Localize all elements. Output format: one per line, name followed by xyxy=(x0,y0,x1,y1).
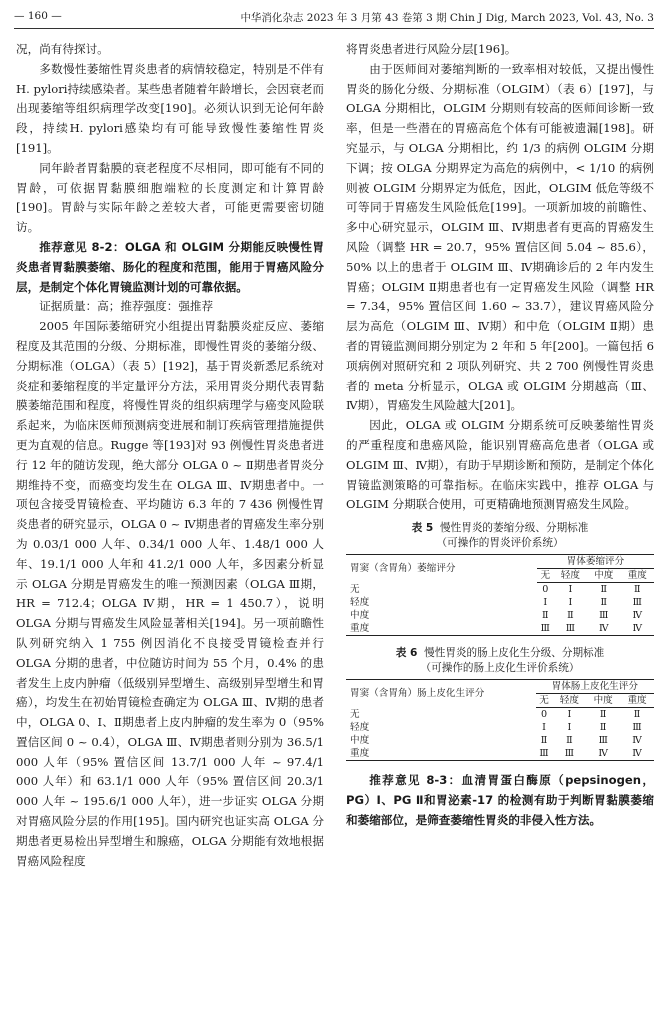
journal-citation: 中华消化杂志 2023 年 3 月第 43 卷第 3 期 Chin J Dig, March 2023, Vol. 43, No. 3 xyxy=(240,12,654,24)
row-label: 轻度 xyxy=(350,597,370,609)
table-5-col: 无 xyxy=(537,569,554,583)
table-6-col: 中度 xyxy=(586,694,620,708)
paragraph: 况，尚有待探讨。 xyxy=(16,42,109,56)
row-label: 中度 xyxy=(350,735,370,747)
cell: Ⅱ xyxy=(599,722,607,734)
cell: Ⅰ xyxy=(542,722,546,734)
cell: Ⅰ xyxy=(568,584,573,596)
table-5-title: 慢性胃炎的萎缩分级、分期标准 xyxy=(440,522,589,535)
left-column xyxy=(16,40,324,871)
row-label: 重度 xyxy=(346,622,537,636)
table-6-caption xyxy=(346,646,654,676)
table-row xyxy=(346,622,654,636)
paragraph: 由于医师间对萎缩判断的一致率相对较低，又提出慢性胃炎的肠化分级、分期标准（OLGIM）（表 6）[197]，与 OLGA 分期相比，OLGIM 分期则有较高的医师间诊断一致率，但是一些潜在的胃癌高危个体有可能被遗漏[198]。研究显示，与 OLGA 分期相比，约 1/3 的病例 OLGIM 分期下调；按 OLGA 分期界定为高危的病例中，< 1/10 的病例则被 OLGIM 分期界定为低危，因此，OLGIM 低危等级不可等同于胃癌发生风险低危[199]。一项新加坡的前瞻性、多中心研究显示，OLGIM Ⅲ、Ⅳ期患者有更高的胃癌发生风险（调整 HR = 20.7，95% 置信区间 5.04 ~ 85.6），50% 以上的患者于 OLGIM Ⅲ、Ⅳ期确诊后的 2 年内发生胃癌；OLGIM Ⅱ期患者也有一定胃癌发生风险（调整 HR = 7.34，95% 置信区间 1.60 ~ 33.7），建议胃癌风险分层为高危（OLGIM Ⅲ、Ⅳ期）和中危（OLGIM Ⅱ期）患者的胃镜监测间期分别定为 2 年和 5 年[200]。一篇包括 6 项病例对照研究和 2 项队列研究、共 2 700 例慢性胃炎患者的 meta 分析显示，OLGA 或 OLGIM 分期越高（Ⅲ、Ⅳ期），胃癌发生风险越大[201]。 xyxy=(346,61,654,413)
cell: Ⅳ xyxy=(587,622,620,636)
row-label: 轻度 xyxy=(350,722,370,734)
cell: Ⅱ xyxy=(540,735,548,747)
paragraph: 因此，OLGA 或 OLGIM 分期系统可反映萎缩性胃炎的严重程度和患癌风险，能识别胃癌高危患者（OLGA 或 OLGIM Ⅲ、Ⅳ期），有助于早期诊断和预防，是制定个体化胃镜监测策略的可靠指标。在临床实践中，推荐 OLGA 与 OLGIM 分期联合使用，可更精确地预测胃癌发生风险。 xyxy=(346,418,654,512)
cell: Ⅱ xyxy=(542,610,549,622)
cell: Ⅳ xyxy=(632,610,643,622)
cell: Ⅱ xyxy=(567,610,574,622)
cell: Ⅱ xyxy=(600,597,608,609)
table-6-subtitle: （可操作的肠上皮化生评价系统） xyxy=(420,662,580,675)
evidence-grade: 证据质量：高；推荐强度：强推荐 xyxy=(39,299,214,314)
paragraph: 同年龄者胃黏膜的衰老程度不尽相同，即可能有不同的胃龄，可依据胃黏膜细胞端粒的长度测定和计算胃龄[190]。胃龄与实际年龄之差较大者，可能更需要密切随访。 xyxy=(16,160,324,235)
table-row xyxy=(346,721,654,734)
cell: Ⅳ xyxy=(621,622,654,636)
cell: Ⅳ xyxy=(620,747,654,761)
row-label: 中度 xyxy=(350,610,370,622)
table-5-col: 轻度 xyxy=(554,569,587,583)
cell: Ⅲ xyxy=(553,747,587,761)
paragraph: 将胃炎患者进行风险分层[196]。 xyxy=(346,42,517,56)
table-6-group-header: 胃体肠上皮化生评分 xyxy=(536,680,654,694)
page-number: — 160 — xyxy=(14,10,62,22)
cell: Ⅱ xyxy=(633,709,641,721)
cell: Ⅲ xyxy=(537,622,554,636)
cell: Ⅲ xyxy=(536,747,553,761)
right-column xyxy=(346,40,654,831)
table-row xyxy=(346,596,654,609)
cell: Ⅱ xyxy=(600,584,608,596)
table-5-col: 中度 xyxy=(587,569,620,583)
row-label: 无 xyxy=(350,583,360,595)
recommendation-8-3: 推荐意见 8-3：血清胃蛋白酶原（pepsinogen，PG）Ⅰ、PG Ⅱ和胃泌素-17 的检测有助于判断胃黏膜萎缩和萎缩部位，是筛查萎缩性胃炎的非侵入性方法。 xyxy=(346,773,654,827)
cell: Ⅲ xyxy=(632,597,642,609)
table-5-caption xyxy=(346,521,654,551)
table-row xyxy=(346,708,654,722)
row-label: 重度 xyxy=(346,747,536,761)
row-label: 无 xyxy=(350,708,360,720)
table-row xyxy=(346,747,654,761)
table-6-col: 无 xyxy=(536,694,553,708)
table-row xyxy=(346,609,654,622)
paragraph: 2005 年国际萎缩研究小组提出胃黏膜炎症反应、萎缩程度及其范围的分级、分期标准，即慢性胃炎的萎缩分级、分期标准（OLGA）（表 5）[192]，基于胃炎新悉尼系统对炎症和萎缩程度的半定量评分方法，采用胃炎分期代表胃黏膜萎缩范围和程度，将慢性胃炎的组织病理学与癌变风险联系起来，为临床医师预测病变进展和制订疾病管理措施提供更为直观的信息。Rugge 等[193]对 93 例慢性胃炎患者进行 12 年的随访发现，绝大部分 OLGA 0 ~ Ⅱ期患者胃炎分期维持不变，而癌变均发生在 OLGA Ⅲ、Ⅳ期患者中。一项包含接受胃镜检查、平均随访 6.3 年的 7 436 例慢性胃炎患者的研究显示，OLGA 0 ~ Ⅳ期患者的胃癌发生率分别为 0.03/1 000 人年、0.34/1 000 人年、1.48/1 000 人年、19.1/1 000 人年和 41.2/1 000 人年，多因素分析显示 OLGA 分期是胃癌发生的唯一预测因素（OLGA Ⅲ期，HR = 712.4；OLGA Ⅳ期，HR = 1 450.7），说明 OLGA 分期与胃癌发生风险显著相关[194]。另一项前瞻性队列研究纳入 1 755 例因消化不良接受胃镜检查并行 OLGA 分期的患者，中位随访时间为 55 个月，0.4% 的患者发生上皮内肿瘤（低级别异型增生、高级别异型增生和胃癌），均发生在初始胃镜检查确定为 OLGA Ⅲ、Ⅳ期的患者中，OLGA 0、Ⅰ、Ⅱ期患者上皮内肿瘤的发生率为 0（95% 置信区间 0 ~ 0.4），OLGA Ⅲ、Ⅳ期患者则分别为 36.5/1 000 人年（95% 置信区间 13.7/1 000 人年 ~ 97.4/1 000 人年）和 63.1/1 000 人年（95% 置信区间 20.3/1 000 人年 ~ 195.6/1 000 人年），进一步证实 OLGA 分期对胃癌风险分层的作用[195]。国内研究也证实高 OLGA 分期患者更易检出异型增生和腺癌，OLGA 分期能有效地根据胃癌风险程度 xyxy=(16,319,324,868)
cell: Ⅱ xyxy=(599,709,607,721)
cell: Ⅰ xyxy=(568,597,573,609)
cell: Ⅲ xyxy=(554,622,587,636)
table-6-col: 重度 xyxy=(620,694,654,708)
running-header xyxy=(14,6,654,29)
table-6-col: 轻度 xyxy=(553,694,587,708)
cell: Ⅳ xyxy=(586,747,620,761)
cell: Ⅳ xyxy=(632,735,642,747)
cell: Ⅰ xyxy=(567,722,572,734)
cell: 0 xyxy=(541,709,548,721)
table-5-row-header: 胃窦（含胃角）萎缩评分 xyxy=(346,555,537,583)
cell: Ⅰ xyxy=(567,709,572,721)
table-5-subtitle: （可操作的胃炎评价系统） xyxy=(436,537,564,550)
cell: Ⅱ xyxy=(566,735,573,747)
cell: Ⅲ xyxy=(632,722,642,734)
table-6-number: 表 6 xyxy=(395,647,418,660)
cell: Ⅱ xyxy=(633,584,641,596)
table-row xyxy=(346,583,654,597)
cell: Ⅲ xyxy=(599,610,609,622)
table-6-row-header: 胃窦（含胃角）肠上皮化生评分 xyxy=(346,680,536,708)
cell: 0 xyxy=(542,584,549,596)
paragraph: 多数慢性萎缩性胃炎患者的病情较稳定，特别是不伴有H. pylori持续感染者。某些患者随着年龄增长，会因衰老而出现萎缩等组织病理学改变[190]。必须认识到无论何年龄段，持续H. pylori感染均有可能导致慢性萎缩性胃炎[191]。 xyxy=(16,61,324,155)
recommendation-8-2: 推荐意见 8-2：OLGA 和 OLGIM 分期能反映慢性胃炎患者胃黏膜萎缩、肠化的程度和范围，能用于胃癌风险分层，是制定个体化胃镜监测计划的可靠依据。 xyxy=(16,239,324,294)
cell: Ⅰ xyxy=(543,597,548,609)
table-6 xyxy=(346,679,654,761)
table-5-col: 重度 xyxy=(621,569,654,583)
table-5-number: 表 5 xyxy=(411,522,434,535)
table-5-group-header: 胃体萎缩评分 xyxy=(537,555,654,569)
cell: Ⅲ xyxy=(598,735,608,747)
table-5 xyxy=(346,554,654,636)
table-6-title: 慢性胃炎的肠上皮化生分级、分期标准 xyxy=(424,647,605,660)
table-row xyxy=(346,734,654,747)
